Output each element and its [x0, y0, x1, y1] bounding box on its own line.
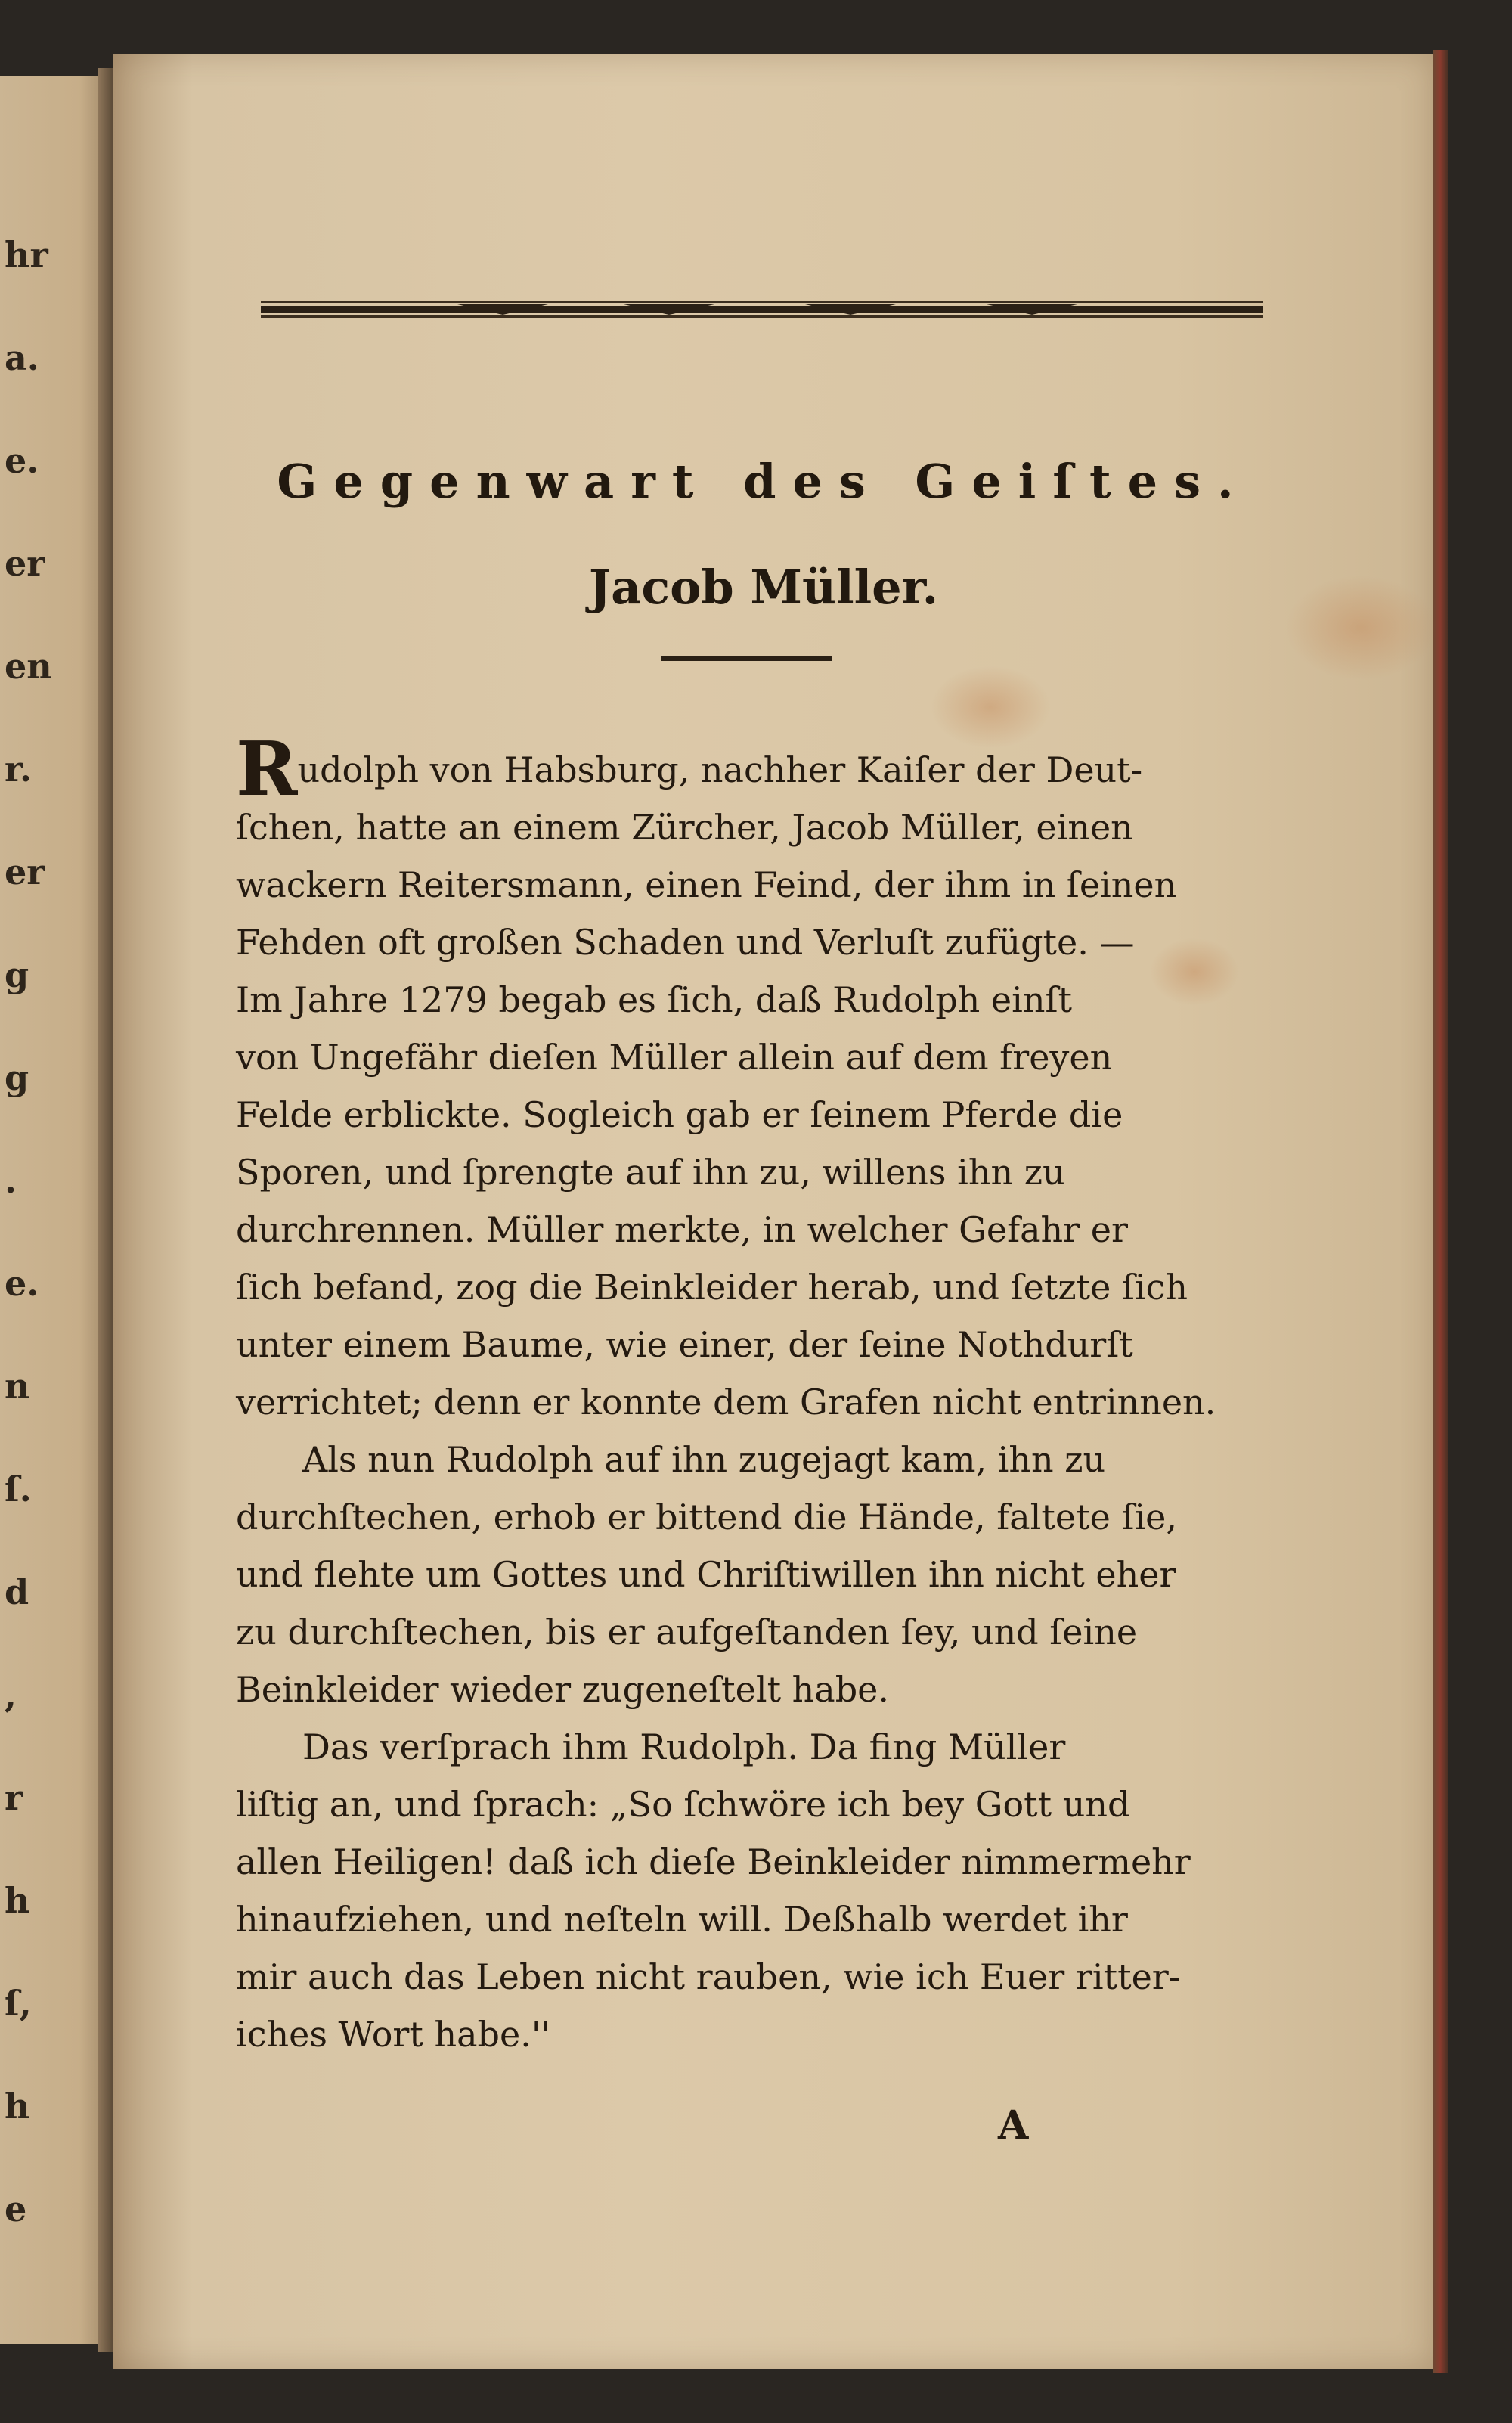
drop-cap: R: [236, 726, 298, 813]
text-line: [236, 799, 1279, 856]
text-line-content: Fehden oft großen Schaden und Verluſt zufügte. —: [236, 922, 1135, 963]
text-line: [236, 1258, 1279, 1316]
text-line: [236, 914, 1279, 971]
text-line-content: Beinkleider wieder zugeneſtelt habe.: [236, 1669, 890, 1710]
text-line-content: unter einem Baume, wie einer, der ſeine Nothdurſt: [236, 1324, 1133, 1365]
text-line: [236, 1316, 1279, 1373]
signature-mark: A: [998, 2102, 1029, 2148]
text-line: [236, 726, 1279, 813]
text-line: [236, 1028, 1279, 1086]
text-line: [236, 1661, 1279, 1718]
short-rule: [662, 656, 832, 661]
left-page-fragment: en: [5, 646, 52, 687]
text-line: [236, 1431, 1279, 1488]
left-page-fragment: .: [5, 1160, 17, 1201]
left-page-fragment: er: [5, 852, 45, 892]
left-page-fragment: g: [5, 1057, 29, 1098]
text-line-content: von Ungefähr dieſen Müller allein auf dem freyen: [236, 1037, 1113, 1078]
left-page-fragment: g: [5, 954, 29, 995]
left-page-fragment: er: [5, 543, 45, 584]
text-line-content: mir auch das Leben nicht rauben, wie ich Euer ritter-: [236, 1956, 1181, 1997]
text-line-content: Im Jahre 1279 begab es ſich, daß Rudolph einſt: [236, 979, 1072, 1020]
text-line-content: wackern Reitersmann, einen Feind, der ihm in ſeinen: [236, 864, 1177, 905]
text-line: [236, 1891, 1279, 1948]
left-page-fragment: ,: [5, 1674, 17, 1715]
text-line-content: liſtig an, und ſprach: „So ſchwöre ich bey Gott und: [236, 1784, 1130, 1825]
page-edge: [1433, 50, 1448, 2373]
text-line-content: zu durchſtechen, bis er aufgeſtanden ſey, und ſeine: [236, 1612, 1138, 1652]
left-page-fragment: e.: [5, 1263, 39, 1304]
text-line: [236, 1488, 1279, 1546]
text-line-content: ſich befand, zog die Beinkleider herab, und ſetzte ſich: [236, 1267, 1188, 1308]
left-page-fragment: h: [5, 2086, 30, 2127]
text-line-content: und flehte um Gottes und Chriſtiwillen ihn nicht eher: [236, 1554, 1176, 1595]
text-line-content: udolph von Habsburg, nachher Kaiſer der Deut-: [297, 749, 1143, 790]
text-line-content: Felde erblickte. Sogleich gab er ſeinem Pferde die: [236, 1094, 1123, 1135]
text-line: [236, 1603, 1279, 1661]
text-line-content: ſchen, hatte an einem Zürcher, Jacob Müller, einen: [236, 807, 1133, 848]
text-line-content: Sporen, und ſprengte auf ihn zu, willens ihn zu: [236, 1152, 1065, 1193]
left-page-fragment: n: [5, 1366, 30, 1407]
paper-stain: [930, 665, 1051, 749]
text-line: [236, 856, 1279, 914]
text-line-content: hinaufziehen, und neſteln will. Deßhalb werdet ihr: [236, 1899, 1128, 1940]
ornamental-rule: [261, 298, 1263, 321]
text-line-content: Als nun Rudolph auf ihn zugejagt kam, ihn zu: [302, 1439, 1106, 1480]
text-line: [236, 1143, 1279, 1201]
left-page-fragment: ſ,: [5, 1983, 32, 2024]
text-line-content: iches Wort habe.'': [236, 2014, 551, 2055]
left-page-fragment: h: [5, 1880, 30, 1921]
text-line: [236, 1833, 1279, 1891]
text-line-content: durchſtechen, erhob er bittend die Hände, faltete ſie,: [236, 1497, 1178, 1537]
text-line: [236, 1718, 1279, 1776]
left-page-fragment: e.: [5, 440, 39, 481]
text-line: [236, 1546, 1279, 1603]
text-line: [236, 1776, 1279, 1833]
left-page-fragment: d: [5, 1571, 29, 1612]
text-line: [236, 1086, 1279, 1143]
left-page-fragment: e: [5, 2189, 27, 2229]
left-page-fragment: ſ.: [5, 1469, 32, 1509]
paper-stain: [1285, 575, 1436, 681]
text-line-content: verrichtet; denn er konnte dem Grafen nicht entrinnen.: [236, 1382, 1216, 1422]
text-line: [236, 2006, 1279, 2063]
left-page-fragment: r: [5, 1777, 23, 1818]
section-heading: Gegenwart des Geiſtes.: [277, 454, 1250, 509]
text-line: [236, 1201, 1279, 1258]
left-page: [0, 76, 113, 2344]
section-subheading: Jacob Müller.: [588, 560, 939, 615]
text-line-content: allen Heiligen! daß ich dieſe Beinkleider nimmermehr: [236, 1841, 1191, 1882]
left-page-fragment: hr: [5, 234, 48, 275]
text-line: [236, 1948, 1279, 2006]
left-page-fragment: r.: [5, 749, 33, 790]
body-text: [236, 726, 1279, 2063]
text-line-content: durchrennen. Müller merkte, in welcher Gefahr er: [236, 1209, 1129, 1250]
text-line-content: Das verſprach ihm Rudolph. Da fing Müller: [302, 1727, 1066, 1767]
text-line: [236, 1373, 1279, 1431]
left-page-fragment: a.: [5, 337, 39, 378]
text-line: [236, 971, 1279, 1028]
